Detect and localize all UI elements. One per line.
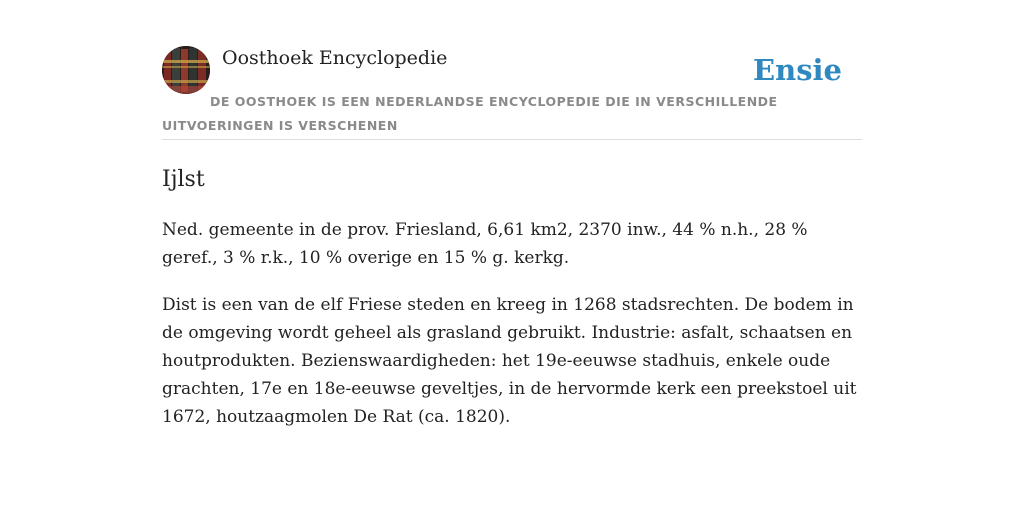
brand-logo[interactable]: Ensie [753,53,842,87]
source-header [162,46,862,140]
article-paragraph: Dist is een van de elf Friese steden en kreeg in 1268 stadsrechten. De bodem in de omgeving wordt geheel als grasland gebruikt. Industrie: asfalt, schaatsen en houtprodukten. Bezienswaardigheden: het 19e-eeuwse stadhuis, enkele oude grachten, 17e en 18e-eeuwse geveltjes, in de hervormde kerk een preekstoel uit 1672, houtzaagmolen De Rat (ca. 1820). [162,295,857,427]
source-subtitle: DE OOSTHOEK IS EEN NEDERLANDSE ENCYCLOPEDIE DIE IN VERSCHILLENDE UITVOERINGEN IS VERSCHENEN [162,94,778,133]
article-paragraph: Ned. gemeente in de prov. Friesland, 6,61 km2, 2370 inw., 44 % n.h., 28 % geref., 3 % r.k., 10 % overige en 15 % g. kerkg. [162,220,808,268]
book-spines-icon[interactable] [162,46,210,94]
source-title[interactable]: Oosthoek Encyclopedie [222,47,448,69]
article-card [162,46,862,431]
article-headword: Ijlst [162,167,205,192]
